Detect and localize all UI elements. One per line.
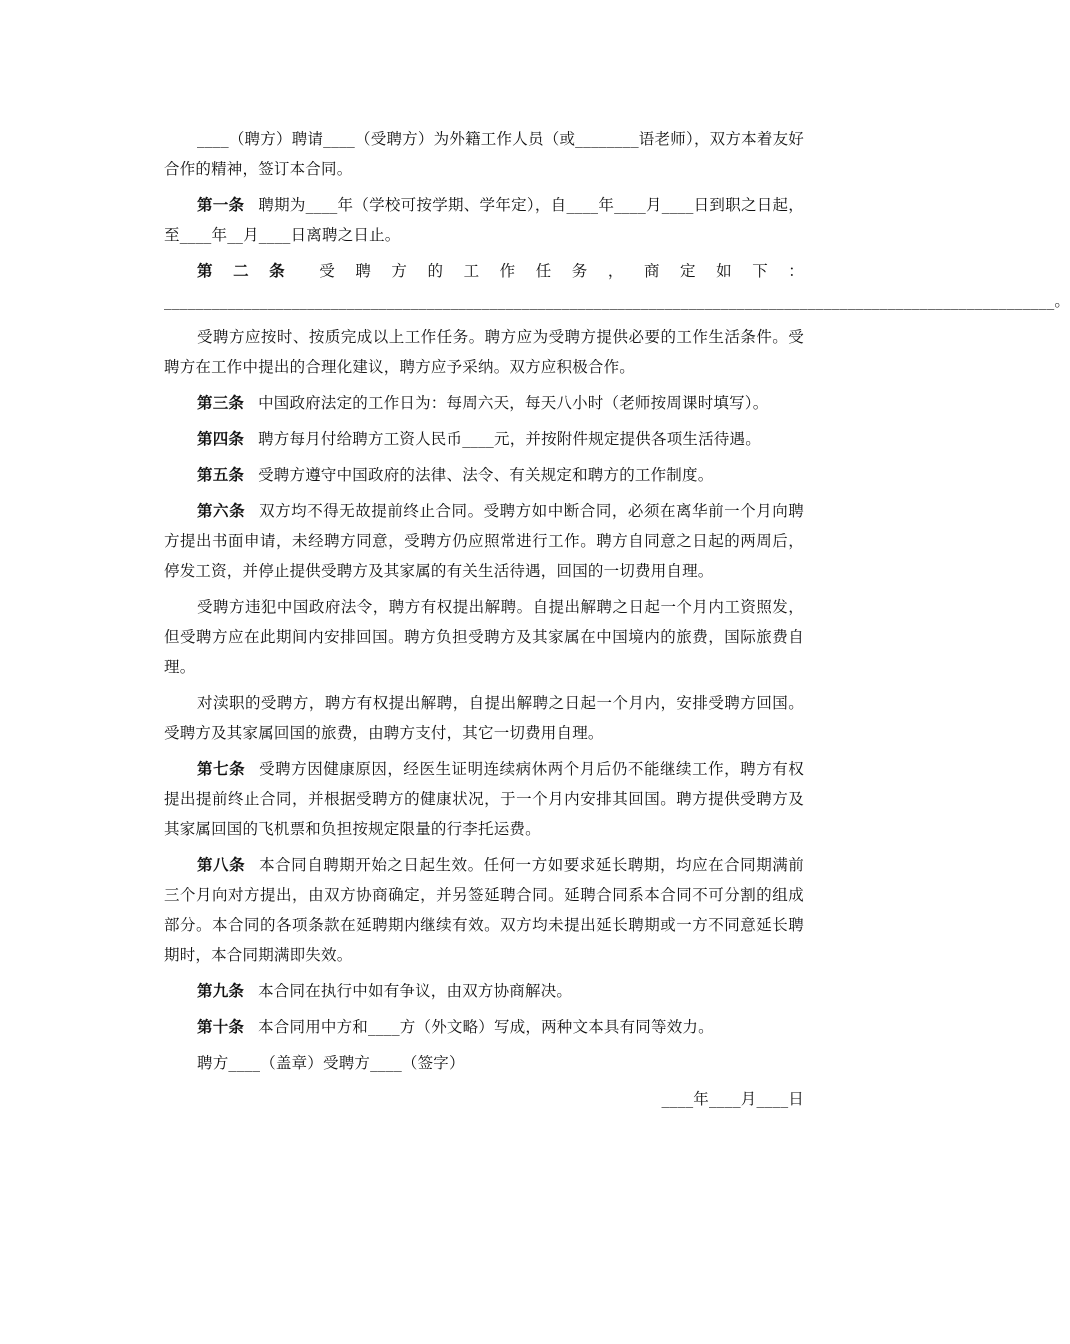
paragraph-duties: 受聘方应按时、按质完成以上工作任务。聘方应为受聘方提供必要的工作生活条件。受聘方在工作中提出的合理化建议，聘方应予采纳。双方应积极合作。 bbox=[164, 328, 804, 376]
signature-line: 聘方____（盖章）受聘方____（签字） bbox=[197, 1054, 465, 1072]
article-5-label: 第五条 bbox=[197, 466, 245, 484]
article-10 bbox=[164, 1012, 804, 1042]
article-6-label: 第六条 bbox=[197, 502, 246, 520]
date-line: ____年____月____日 bbox=[661, 1090, 804, 1108]
article-6 bbox=[164, 496, 804, 586]
article-1 bbox=[164, 190, 804, 250]
article-5 bbox=[164, 460, 804, 490]
article-2-text: 受聘方的工作任务，商定如下：________________________________________________________________________________________________________________。 bbox=[164, 262, 1070, 310]
article-9-text: 本合同在执行中如有争议，由双方协商解决。 bbox=[258, 982, 573, 1000]
article-7-text: 受聘方因健康原因，经医生证明连续病休两个月后仍不能继续工作，聘方有权提出提前终止合同，并根据受聘方的健康状况，于一个月内安排其回国。聘方提供受聘方及其家属回国的飞机票和负担按规定限量的行李托运费。 bbox=[164, 760, 804, 838]
article-1-text: 聘期为____年（学校可按学期、学年定），自____年____月____日到职之日起，至____年__月____日离聘之日止。 bbox=[164, 196, 804, 244]
article-9 bbox=[164, 976, 804, 1006]
article-8 bbox=[164, 850, 804, 970]
article-8-label: 第八条 bbox=[197, 856, 246, 874]
paragraph-dismissal-law: 受聘方违犯中国政府法令，聘方有权提出解聘。自提出解聘之日起一个月内工资照发，但受聘方应在此期间内安排回国。聘方负担受聘方及其家属在中国境内的旅费，国际旅费自理。 bbox=[164, 598, 804, 676]
article-9-label: 第九条 bbox=[197, 982, 245, 1000]
article-2-label: 第二条 bbox=[197, 262, 306, 280]
article-1-label: 第一条 bbox=[197, 196, 245, 214]
article-2 bbox=[164, 256, 1070, 316]
article-4 bbox=[164, 424, 804, 454]
article-7 bbox=[164, 754, 804, 844]
article-10-text: 本合同用中方和____方（外文略）写成，两种文本具有同等效力。 bbox=[258, 1018, 714, 1036]
article-4-text: 聘方每月付给聘方工资人民币____元，并按附件规定提供各项生活待遇。 bbox=[258, 430, 761, 448]
article-3 bbox=[164, 388, 804, 418]
paragraph-dismissal-negligence: 对渎职的受聘方，聘方有权提出解聘，自提出解聘之日起一个月内，安排受聘方回国。受聘方及其家属回国的旅费，由聘方支付，其它一切费用自理。 bbox=[164, 694, 804, 742]
article-4-label: 第四条 bbox=[197, 430, 245, 448]
article-8-text: 本合同自聘期开始之日起生效。任何一方如要求延长聘期，均应在合同期满前三个月向对方提出，由双方协商确定，并另签延聘合同。延聘合同系本合同不可分割的组成部分。本合同的各项条款在延聘期内继续有效。双方均未提出延长聘期或一方不同意延长聘期时，本合同期满即失效。 bbox=[164, 856, 804, 964]
contract-body bbox=[164, 124, 1070, 1120]
article-5-text: 受聘方遵守中国政府的法律、法令、有关规定和聘方的工作制度。 bbox=[258, 466, 714, 484]
article-3-label: 第三条 bbox=[197, 394, 245, 412]
article-3-text: 中国政府法定的工作日为：每周六天，每天八小时（老师按周课时填写）。 bbox=[258, 394, 769, 412]
article-6-text: 双方均不得无故提前终止合同。受聘方如中断合同，必须在离华前一个月向聘方提出书面申请，未经聘方同意，受聘方仍应照常进行工作。聘方自同意之日起的两周后，停发工资，并停止提供受聘方及其家属的有关生活待遇，回国的一切费用自理。 bbox=[164, 502, 804, 580]
article-7-label: 第七条 bbox=[197, 760, 246, 778]
contract-intro: ____（聘方）聘请____（受聘方）为外籍工作人员（或________语老师），双方本着友好合作的精神，签订本合同。 bbox=[164, 130, 804, 178]
article-10-label: 第十条 bbox=[197, 1018, 245, 1036]
